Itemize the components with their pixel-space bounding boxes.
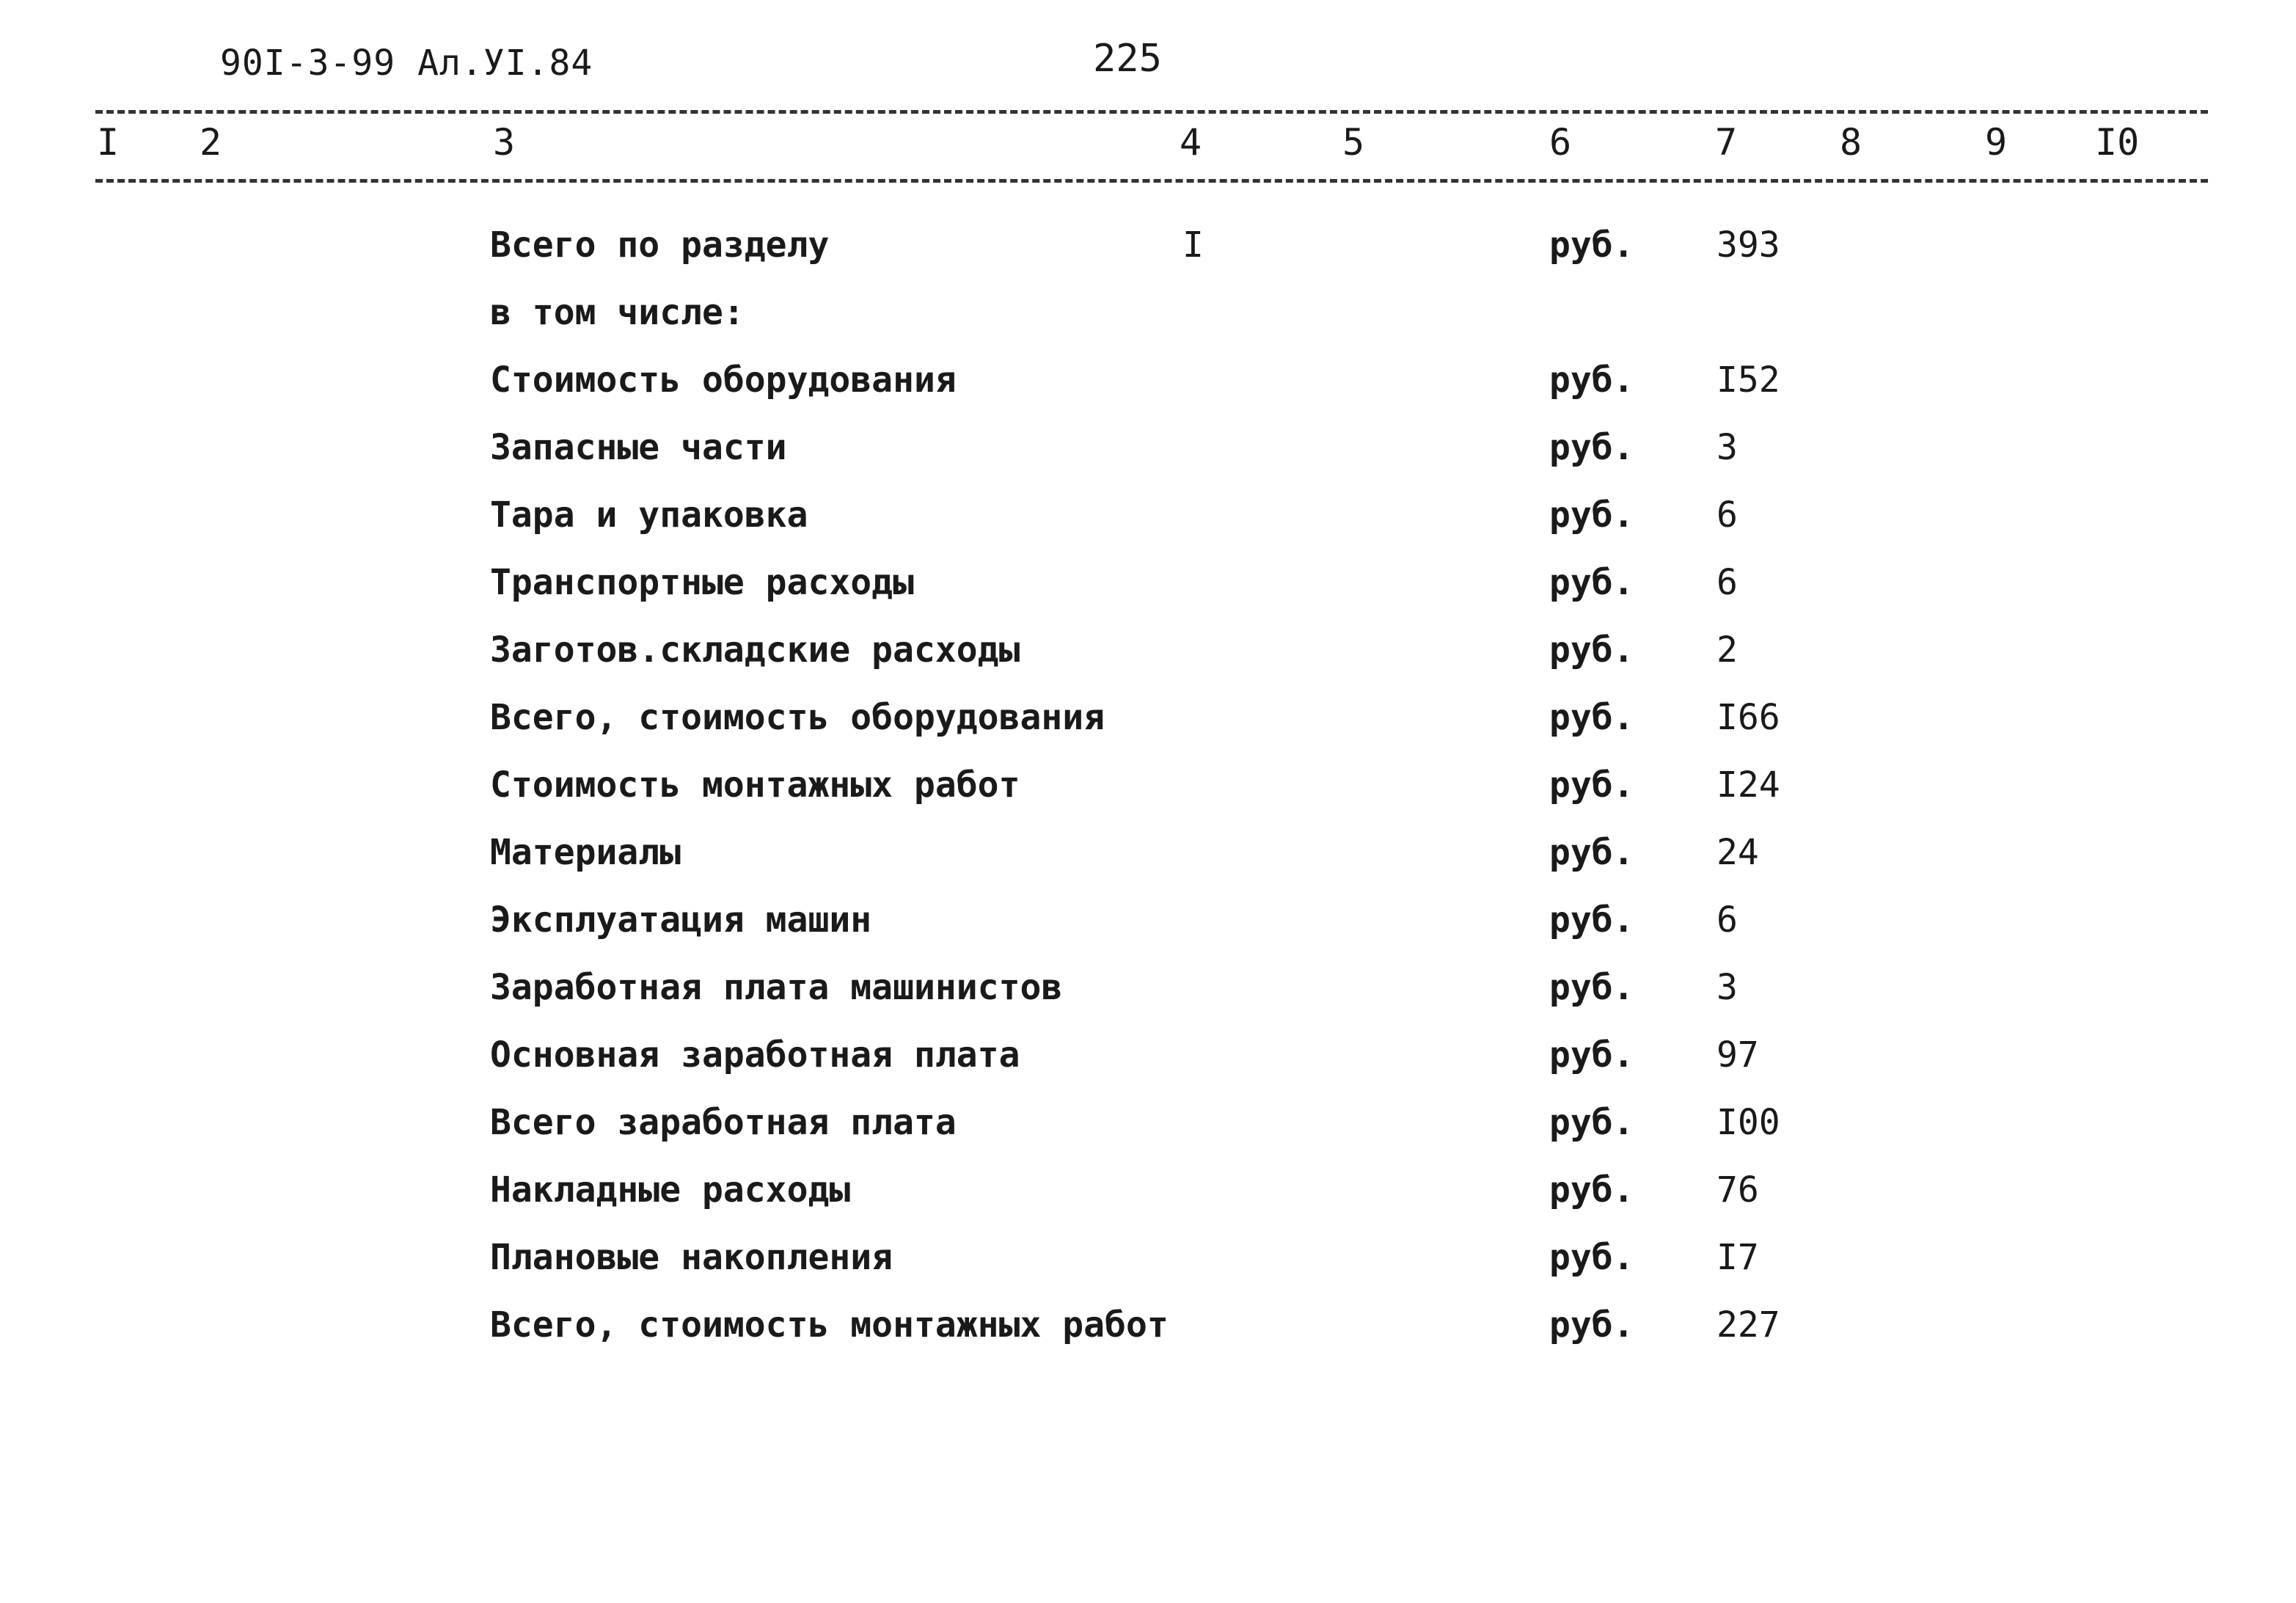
row-unit: руб. [1549, 967, 1634, 1008]
row-description: Материалы [490, 832, 681, 873]
row-description: Всего, стоимость оборудования [490, 697, 1105, 738]
table-row [0, 292, 2296, 351]
document-code: 90I-3-99 Ал.УI.84 [220, 43, 593, 84]
table-row [0, 562, 2296, 621]
row-unit: руб. [1549, 224, 1634, 266]
table-row [0, 967, 2296, 1026]
row-value: 2 [1716, 629, 1738, 671]
table-row [0, 832, 2296, 891]
table-row [0, 764, 2296, 823]
column-number: 5 [1342, 121, 1365, 164]
row-value: 24 [1716, 832, 1759, 873]
table-row [0, 359, 2296, 418]
row-description: Плановые накопления [490, 1237, 893, 1278]
header-rule-top [95, 110, 2208, 114]
row-value: I24 [1716, 764, 1780, 806]
row-value: I7 [1716, 1237, 1759, 1278]
column-number: 8 [1840, 121, 1862, 164]
row-description: Всего по разделу [490, 224, 830, 266]
row-description: в том числе: [490, 292, 745, 333]
row-unit: руб. [1549, 1169, 1634, 1211]
column-number: 6 [1549, 121, 1572, 164]
column-number: I [97, 121, 120, 164]
row-description: Эксплуатация машин [490, 899, 872, 941]
column-number: I0 [2095, 121, 2140, 164]
table-row [0, 1169, 2296, 1228]
page-number: 225 [1093, 37, 1162, 81]
row-unit: руб. [1549, 1304, 1634, 1345]
table-row [0, 697, 2296, 756]
row-unit: руб. [1549, 562, 1634, 603]
row-section-code: I [1182, 224, 1204, 266]
row-value: 3 [1716, 967, 1738, 1008]
row-description: Заработная плата машинистов [490, 967, 1063, 1008]
row-value: 6 [1716, 494, 1738, 536]
table-row [0, 1237, 2296, 1296]
row-description: Всего, стоимость монтажных работ [490, 1304, 1169, 1345]
table-row [0, 224, 2296, 283]
row-description: Тара и упаковка [490, 494, 808, 536]
row-value: 6 [1716, 562, 1738, 603]
row-description: Всего заработная плата [490, 1102, 957, 1143]
column-number: 4 [1180, 121, 1202, 164]
table-row [0, 1304, 2296, 1363]
table-row [0, 899, 2296, 958]
row-description: Стоимость оборудования [490, 359, 957, 401]
table-row [0, 494, 2296, 553]
row-description: Транспортные расходы [490, 562, 914, 603]
row-unit: руб. [1549, 427, 1634, 468]
row-unit: руб. [1549, 899, 1634, 941]
row-unit: руб. [1549, 1237, 1634, 1278]
row-value: 227 [1716, 1304, 1780, 1345]
row-description: Стоимость монтажных работ [490, 764, 1020, 806]
header-rule-bottom [95, 179, 2208, 183]
row-unit: руб. [1549, 1102, 1634, 1143]
row-description: Основная заработная плата [490, 1034, 1020, 1076]
row-value: 393 [1716, 224, 1780, 266]
row-unit: руб. [1549, 832, 1634, 873]
row-value: 6 [1716, 899, 1738, 941]
column-number: 7 [1715, 121, 1738, 164]
row-value: 76 [1716, 1169, 1759, 1211]
row-value: I52 [1716, 359, 1780, 401]
row-unit: руб. [1549, 1034, 1634, 1076]
row-unit: руб. [1549, 629, 1634, 671]
row-value: 3 [1716, 427, 1738, 468]
row-unit: руб. [1549, 697, 1634, 738]
row-description: Заготов.складские расходы [490, 629, 1020, 671]
table-row [0, 1102, 2296, 1161]
row-value: I66 [1716, 697, 1780, 738]
table-row [0, 629, 2296, 688]
row-unit: руб. [1549, 359, 1634, 401]
row-description: Запасные части [490, 427, 787, 468]
table-row [0, 427, 2296, 486]
row-unit: руб. [1549, 764, 1634, 806]
column-number: 9 [1985, 121, 2008, 164]
column-number: 3 [493, 121, 516, 164]
table-row [0, 1034, 2296, 1093]
row-description: Накладные расходы [490, 1169, 851, 1211]
row-value: 97 [1716, 1034, 1759, 1076]
row-unit: руб. [1549, 494, 1634, 536]
column-number: 2 [200, 121, 222, 164]
row-value: I00 [1716, 1102, 1780, 1143]
